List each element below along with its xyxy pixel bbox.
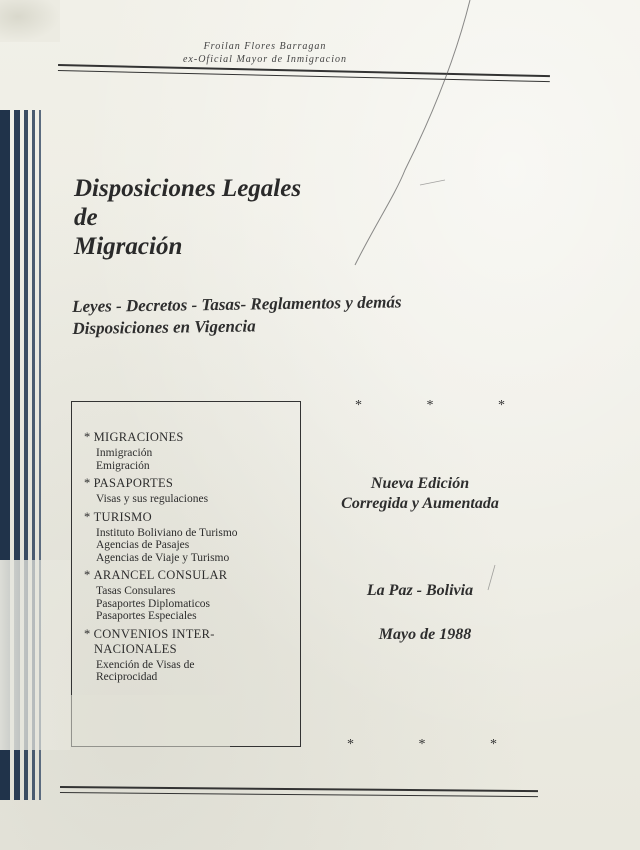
- section-turismo: [84, 510, 299, 565]
- section-convenios-internacionales: [84, 627, 299, 684]
- star-icon: *: [347, 737, 354, 752]
- author-block: [150, 40, 380, 66]
- paper-wear: [70, 695, 230, 747]
- list-item: Pasaportes Especiales: [96, 610, 197, 622]
- paper-wear: [0, 560, 70, 750]
- list-item: Visas y sus regulaciones: [96, 493, 209, 505]
- book-title: [74, 174, 301, 261]
- book-subtitle: [72, 289, 543, 340]
- star-icon: *: [355, 398, 362, 413]
- section-title: PASAPORTES: [93, 476, 174, 490]
- section-title: MIGRACIONES: [93, 430, 184, 444]
- section-pasaportes: [84, 476, 299, 506]
- stars-top: [355, 398, 505, 414]
- bullet-star-icon: *: [84, 430, 91, 444]
- star-icon: *: [426, 398, 434, 413]
- list-item: Tasas Consulares: [96, 585, 176, 597]
- star-icon: *: [418, 737, 426, 752]
- edition-line-1: Nueva Edición: [370, 475, 470, 492]
- top-divider: [58, 64, 550, 82]
- subtitle-line-1: Leyes - Decretos - Tasas- Reglamentos y demás: [72, 292, 402, 316]
- bullet-star-icon: *: [84, 568, 91, 582]
- publication-date: Mayo de 1988: [378, 626, 472, 643]
- bullet-star-icon: *: [84, 509, 91, 524]
- list-item: Agencias de Pasajes: [96, 539, 190, 551]
- list-item: Inmigración: [96, 447, 153, 459]
- stars-bottom: [347, 737, 497, 753]
- bullet-star-icon: *: [84, 626, 91, 641]
- section-title: ARANCEL CONSULAR: [93, 568, 228, 582]
- paper-wear: [0, 0, 60, 42]
- list-item: Reciprocidad: [96, 671, 158, 683]
- subtitle-line-2: Disposiciones en Vigencia: [72, 316, 256, 338]
- title-line-2: de: [74, 204, 98, 231]
- star-icon: *: [490, 737, 497, 752]
- edition-line-2: Corregida y Aumentada: [341, 495, 499, 512]
- author-name: Froilan Flores Barragan: [203, 41, 327, 52]
- section-title: CONVENIOS INTER-: [93, 626, 215, 641]
- section-arancel-consular: [84, 568, 299, 623]
- publication-place: La Paz - Bolivia: [366, 582, 474, 599]
- edition-note: [305, 474, 535, 514]
- section-title-cont: NACIONALES: [94, 641, 177, 656]
- list-item: Emigración: [96, 459, 150, 472]
- star-icon: *: [498, 398, 505, 413]
- bottom-divider: [60, 786, 538, 797]
- title-line-1: Disposiciones Legales: [74, 175, 302, 202]
- title-line-3: Migración: [74, 233, 183, 260]
- bullet-star-icon: *: [84, 476, 91, 490]
- section-title: TURISMO: [93, 509, 152, 524]
- list-item: Exención de Visas de: [96, 658, 195, 671]
- contents-list: [84, 430, 299, 688]
- section-migraciones: [84, 430, 299, 472]
- list-item: Instituto Boliviano de Turismo: [96, 526, 238, 539]
- list-item: Pasaportes Diplomaticos: [96, 597, 211, 610]
- author-title: ex-Oficial Mayor de Inmigracion: [182, 54, 348, 65]
- list-item: Agencias de Viaje y Turismo: [96, 551, 230, 564]
